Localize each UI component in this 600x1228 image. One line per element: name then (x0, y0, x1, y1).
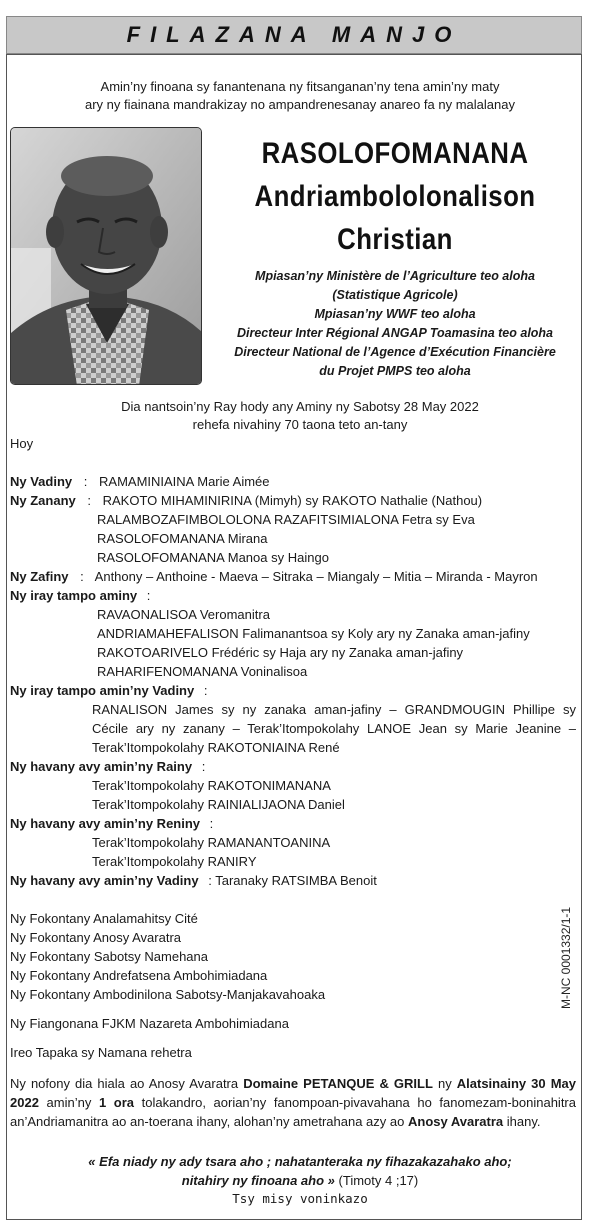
no-flowers-note: Tsy misy voninkazo (232, 1191, 368, 1206)
fokontany-item: Ny Fokontany Anosy Avaratra (10, 930, 182, 945)
title-line: Mpiasan’ny WWF teo aloha (314, 307, 476, 321)
funeral-details (10, 1074, 576, 1131)
colon: : (209, 816, 214, 831)
church: Ny Fiangonana FJKM Nazareta Ambohimiadana (10, 1016, 289, 1031)
deceased-surname: RASOLOFOMANANA (261, 137, 529, 170)
value-vadiny: RAMAMINIAINA Marie Aimée (99, 474, 270, 489)
label-havany-vadiny: Ny havany avy amin’ny Vadiny (10, 873, 199, 888)
deceased-given-name: Christian (337, 223, 453, 256)
portrait-illustration (11, 128, 202, 385)
value-havany-rainy: Terak’Itompokolahy RAKOTONIMANANA (92, 778, 331, 793)
closing-venue: Domaine PETANQUE & GRILL (243, 1076, 433, 1091)
value-tampo: RAVAONALISOA Veromanitra (97, 607, 270, 622)
colon: : (201, 759, 206, 774)
deceased-block (205, 132, 585, 381)
colon: : (208, 873, 212, 888)
fokontany-item: Ny Fokontany Analamahitsy Cité (10, 911, 198, 926)
greeting: Hoy (10, 436, 34, 451)
spacer (10, 1004, 576, 1014)
value-zanany: RAKOTO MIHAMINIRINA (Mimyh) sy RAKOTO Nathalie (Nathou) (102, 493, 483, 508)
closing-date: Alatsinainy 30 May 2022 (10, 1076, 576, 1110)
spacer (10, 890, 576, 909)
title-line: (Statistique Agricole) (332, 288, 458, 302)
title-line: du Projet PMPS teo aloha (319, 364, 471, 378)
spacer (10, 1033, 576, 1043)
value-zanany: RASOLOFOMANANA Mirana (97, 531, 268, 546)
row-havany-reniny (10, 814, 576, 833)
bible-quote (0, 1152, 600, 1190)
closing-text: tolakandro, aorian’ny fanompoan-pivavahana ho fanomezam-boninahitra an’Andriamanitra ao an-toerana ihany, alohan’ny ametrahana azy ao (10, 1095, 576, 1129)
quote-close-mark: » (327, 1173, 335, 1188)
page-title: FILAZANA MANJO (126, 22, 462, 47)
intro-line: Amin’ny finoana sy fanantenana ny fitsanganan’ny tena amin’ny maty (100, 79, 500, 94)
value-zanany: RASOLOFOMANANA Manoa sy Haingo (97, 550, 329, 565)
reference-code: M-NC 0001332/1-1 (559, 906, 573, 1009)
value-havany-reniny: Terak’Itompokolahy RAMANANTOANINA (92, 835, 331, 850)
intro-text (0, 78, 600, 114)
quote-open-mark: « (88, 1154, 96, 1169)
label-vadiny: Ny Vadiny (10, 474, 73, 489)
family-section (10, 434, 576, 1062)
row-havany-rainy (10, 757, 576, 776)
value-tampo: RAHARIFENOMANANA Voninalisoa (97, 664, 308, 679)
title-line: Directeur Inter Régional ANGAP Toamasina teo aloha (236, 326, 554, 340)
value-zanany: RALAMBOZAFIMBOLOLONA RAZAFITSIMIALONA Fetra sy Eva (97, 512, 475, 527)
label-zanany: Ny Zanany (10, 493, 76, 508)
quote-line (0, 1171, 600, 1190)
row-tampo (10, 586, 576, 605)
closing-text: amin’ny (46, 1095, 92, 1110)
closing-text: Ny nofony dia hiala ao Anosy Avaratra (10, 1076, 239, 1091)
closing-text: ihany. (506, 1114, 541, 1129)
value-tampo: RAKOTOARIVELO Frédéric sy Haja ary ny Zanaka aman-jafiny (97, 645, 464, 660)
fokontany-item: Ny Fokontany Sabotsy Namehana (10, 949, 208, 964)
row-vadiny (10, 472, 576, 491)
deceased-titles (205, 267, 585, 381)
value-havany-rainy: Terak’Itompokolahy RAINIALIJAONA Daniel (92, 797, 345, 812)
colon: : (87, 493, 91, 508)
death-line: Dia nantsoin’ny Ray hody any Aminy ny Sabotsy 28 May 2022 (121, 399, 479, 414)
header-banner (6, 16, 582, 54)
quote-text: Efa niady ny ady tsara aho ; nahatanteraka ny fihazakazahako aho; (99, 1154, 512, 1169)
row-zafiny (10, 567, 576, 586)
quote-text: nitahiry ny finoana aho (181, 1173, 325, 1188)
title-line: Directeur National de l’Agence d’Exécution Financière (234, 345, 556, 359)
row-havany-vadiny (10, 871, 576, 890)
label-havany-reniny: Ny havany avy amin’ny Reniny (10, 816, 201, 831)
quote-reference: (Timoty 4 ;17) (338, 1173, 419, 1188)
label-tampo-vadiny: Ny iray tampo amin’ny Vadiny (10, 683, 195, 698)
portrait-photo (10, 127, 202, 385)
value-havany-vadiny: Taranaky RATSIMBA Benoit (215, 873, 377, 888)
value-havany-reniny: Terak’Itompokolahy RANIRY (92, 854, 257, 869)
row-zanany (10, 491, 576, 510)
colon: : (80, 569, 84, 584)
quote-line (0, 1152, 600, 1171)
death-line: rehefa nivahiny 70 taona teto an-tany (192, 417, 408, 432)
title-line: Mpiasan’ny Ministère de l’Agriculture teo aloha (255, 269, 535, 283)
value-tampo-vadiny: RANALISON James sy ny zanaka aman-jafiny – GRANDMOUGIN Phillipe sy Cécile ary ny zanany – Terak’Itompokolahy LANOE Jean sy Marie Jeanine – Terak’Itompokolahy RAKOTONIAINA René (92, 702, 576, 755)
colon: : (146, 588, 151, 603)
death-announcement (0, 398, 600, 434)
label-zafiny: Ny Zafiny (10, 569, 69, 584)
value-tampo: ANDRIAMAHEFALISON Falimanantsoa sy Koly ary ny Zanaka aman-jafiny (97, 626, 530, 641)
fokontany-item: Ny Fokontany Andrefatsena Ambohimiadana (10, 968, 268, 983)
closing-time: 1 ora (98, 1095, 134, 1110)
deceased-given-name: Andriambololonalison (254, 180, 536, 213)
label-tampo: Ny iray tampo aminy (10, 588, 138, 603)
label-havany-rainy: Ny havany avy amin’ny Rainy (10, 759, 193, 774)
closing-place: Anosy Avaratra (407, 1114, 504, 1129)
colon: : (83, 474, 88, 489)
friends: Ireo Tapaka sy Namana rehetra (10, 1045, 192, 1060)
closing-text: ny (437, 1076, 452, 1091)
value-zafiny: Anthony – Anthoine - Maeva – Sitraka – Miangaly – Mitia – Miranda - Mayron (94, 569, 538, 584)
colon: : (203, 683, 208, 698)
row-tampo-vadiny (10, 681, 576, 700)
intro-line: ary ny fiainana mandrakizay no ampandrenesanay anareo fa ny malalanay (85, 97, 515, 112)
fokontany-item: Ny Fokontany Ambodinilona Sabotsy-Manjakavahoaka (10, 987, 326, 1002)
spacer (10, 453, 576, 472)
